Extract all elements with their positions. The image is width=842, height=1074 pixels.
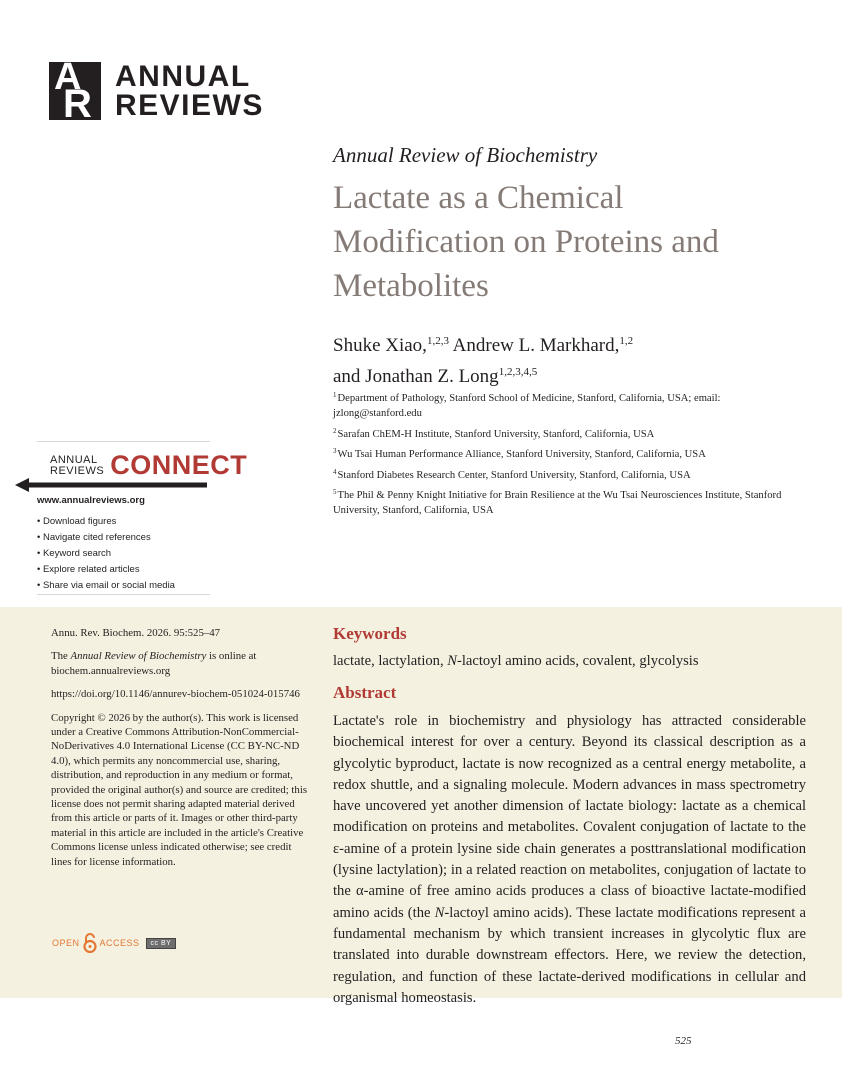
keywords-text bbox=[333, 653, 699, 670]
abstract-italic: N bbox=[434, 904, 445, 921]
affiliation-text: Wu Tsai Human Performance Alliance, Stanford University, Stanford, California, USA bbox=[337, 449, 706, 460]
connect-feature-item: • Share via email or social media bbox=[37, 580, 175, 591]
keywords-italic: N bbox=[447, 653, 457, 669]
connect-small-line-1: ANNUAL bbox=[50, 453, 98, 466]
page-number: 525 bbox=[675, 1035, 692, 1047]
affiliation-text: Sarafan ChEM-H Institute, Stanford University, Stanford, California, USA bbox=[337, 428, 655, 440]
affiliation bbox=[333, 444, 803, 462]
connect-small-line-2: REVIEWS bbox=[50, 464, 105, 477]
keywords-pre: lactate, lactylation, bbox=[333, 653, 448, 669]
connect-small-logo bbox=[50, 455, 104, 477]
annual-reviews-logo bbox=[49, 62, 264, 120]
author-name: Shuke Xiao, bbox=[333, 335, 427, 356]
online-note-post: is online at biochem.annualreviews.org bbox=[51, 650, 257, 677]
logo-line-2: REVIEWS bbox=[115, 89, 264, 122]
author-name: Andrew L. Markhard, bbox=[452, 335, 620, 356]
affiliation-number: 2 bbox=[333, 426, 337, 435]
connect-feature-item: • Keyword search bbox=[37, 548, 112, 559]
affiliation-number: 5 bbox=[333, 488, 337, 496]
connect-word: CONNECT bbox=[110, 450, 248, 480]
affiliation bbox=[333, 388, 803, 421]
article-title: Lactate as a Chemical Modification on Proteins and Metabolites bbox=[333, 180, 719, 304]
online-note-pre: The bbox=[51, 650, 71, 663]
author-name: and Jonathan Z. Long bbox=[333, 366, 499, 387]
affiliation-text: Stanford Diabetes Research Center, Stanford University, Stanford, California, USA bbox=[337, 469, 691, 481]
cc-by-icon: cc BY bbox=[146, 938, 177, 949]
citation: Annu. Rev. Biochem. 2026. 95:525–47 bbox=[51, 627, 221, 639]
connect-logo bbox=[50, 450, 247, 481]
abstract-part-1: Lactate's role in biochemistry and physiology has attracted considerable biochemical interest for over a century. Beyond its classical description as a glycolytic byproduct, lactate is now recognized as a central energy metabolite, a redox shuttle, and a signaling molecule. Modern advances in mass spectrometry have uncovered yet another dimension of lactate biology: lactate as a chemical modification on proteins and metabolites. Covalent conjugation of lactate to the ε-amine of a protein lysine side chain generates a posttranslational modification (lysine lactylation); in a related reaction on metabolites, conjugation of lactate to the α-amine of free amino acids produces a class of bioactive lactate-modified amino acids (the bbox=[333, 713, 806, 921]
online-note bbox=[51, 649, 313, 678]
connect-feature-item: • Download figures bbox=[37, 516, 117, 527]
affiliation bbox=[333, 424, 803, 442]
open-access-access: ACCESS bbox=[99, 938, 140, 948]
doi-link[interactable]: https://doi.org/10.1146/annurev-biochem-051024-015746 bbox=[51, 688, 300, 701]
affiliation bbox=[333, 465, 803, 483]
affiliation-list bbox=[333, 388, 803, 521]
arrow-left-icon bbox=[15, 478, 207, 492]
article-metadata bbox=[51, 626, 313, 878]
copyright-notice: Copyright © 2026 by the author(s). This work is licensed under a Creative Commons Attribution-NonCommercial-NoDerivatives 4.0 International License (CC BY-NC-ND 4.0), which permits any noncommercial use, sharing, distribution, and reproduction in any medium or format, provided the original author(s) and source are credited; this license does not permit sharing adapted material derived from this article or parts of it. Images or other third-party material in this article are included in the article's Creative Commons license unless indicated otherwise; see credit lines for license information. bbox=[51, 711, 308, 868]
logo-mark-icon: A R bbox=[49, 62, 101, 120]
keywords-heading: Keywords bbox=[333, 624, 407, 643]
affiliation-number: 1 bbox=[333, 391, 337, 399]
author-list bbox=[333, 328, 803, 390]
abstract-part-2: -lactoyl amino acids). These lactate modifications represent a fundamental mechanism by which transient increases in glycolytic flux are translated into durable downstream effectors. Here, we review the detection, regulation, and function of these lactate-derived modifications in cellular and organismal homeostasis. bbox=[333, 904, 806, 1006]
open-lock-icon bbox=[83, 933, 97, 953]
connect-feature-item: • Explore related articles bbox=[37, 564, 140, 575]
affiliation-text: The Phil & Penny Knight Initiative for Brain Resilience at the Wu Tsai Neurosciences Institute, Stanford University, Stanford, California, USA bbox=[333, 490, 782, 516]
logo-line-1: ANNUAL bbox=[115, 60, 251, 93]
online-note-journal: Annual Review of Biochemistry bbox=[70, 650, 207, 663]
affiliation-number: 3 bbox=[333, 447, 337, 455]
connect-feature-item: • Navigate cited references bbox=[37, 532, 151, 543]
author-affil-sup: 1,2 bbox=[619, 335, 634, 347]
logo-text bbox=[115, 62, 264, 120]
keywords-post: -lactoyl amino acids, covalent, glycolysis bbox=[457, 653, 699, 669]
abstract-text bbox=[333, 711, 806, 1009]
affiliation bbox=[333, 485, 803, 518]
annual-reviews-connect-box bbox=[37, 441, 248, 595]
author-affil-sup: 1,2,3,4,5 bbox=[498, 366, 538, 378]
author-affil-sup: 1,2,3 bbox=[426, 335, 449, 347]
open-access-badge bbox=[52, 933, 176, 953]
affiliation-number: 4 bbox=[333, 467, 337, 476]
connect-url-link[interactable]: www.annualreviews.org bbox=[37, 495, 145, 506]
open-access-open: OPEN bbox=[52, 938, 80, 948]
connect-feature-list bbox=[37, 514, 175, 594]
abstract-heading: Abstract bbox=[333, 683, 397, 702]
journal-name: Annual Review of Biochemistry bbox=[333, 143, 598, 167]
affiliation-text: Department of Pathology, Stanford School of Medicine, Stanford, California, USA; email: jzlong@stanford.edu bbox=[333, 393, 721, 419]
